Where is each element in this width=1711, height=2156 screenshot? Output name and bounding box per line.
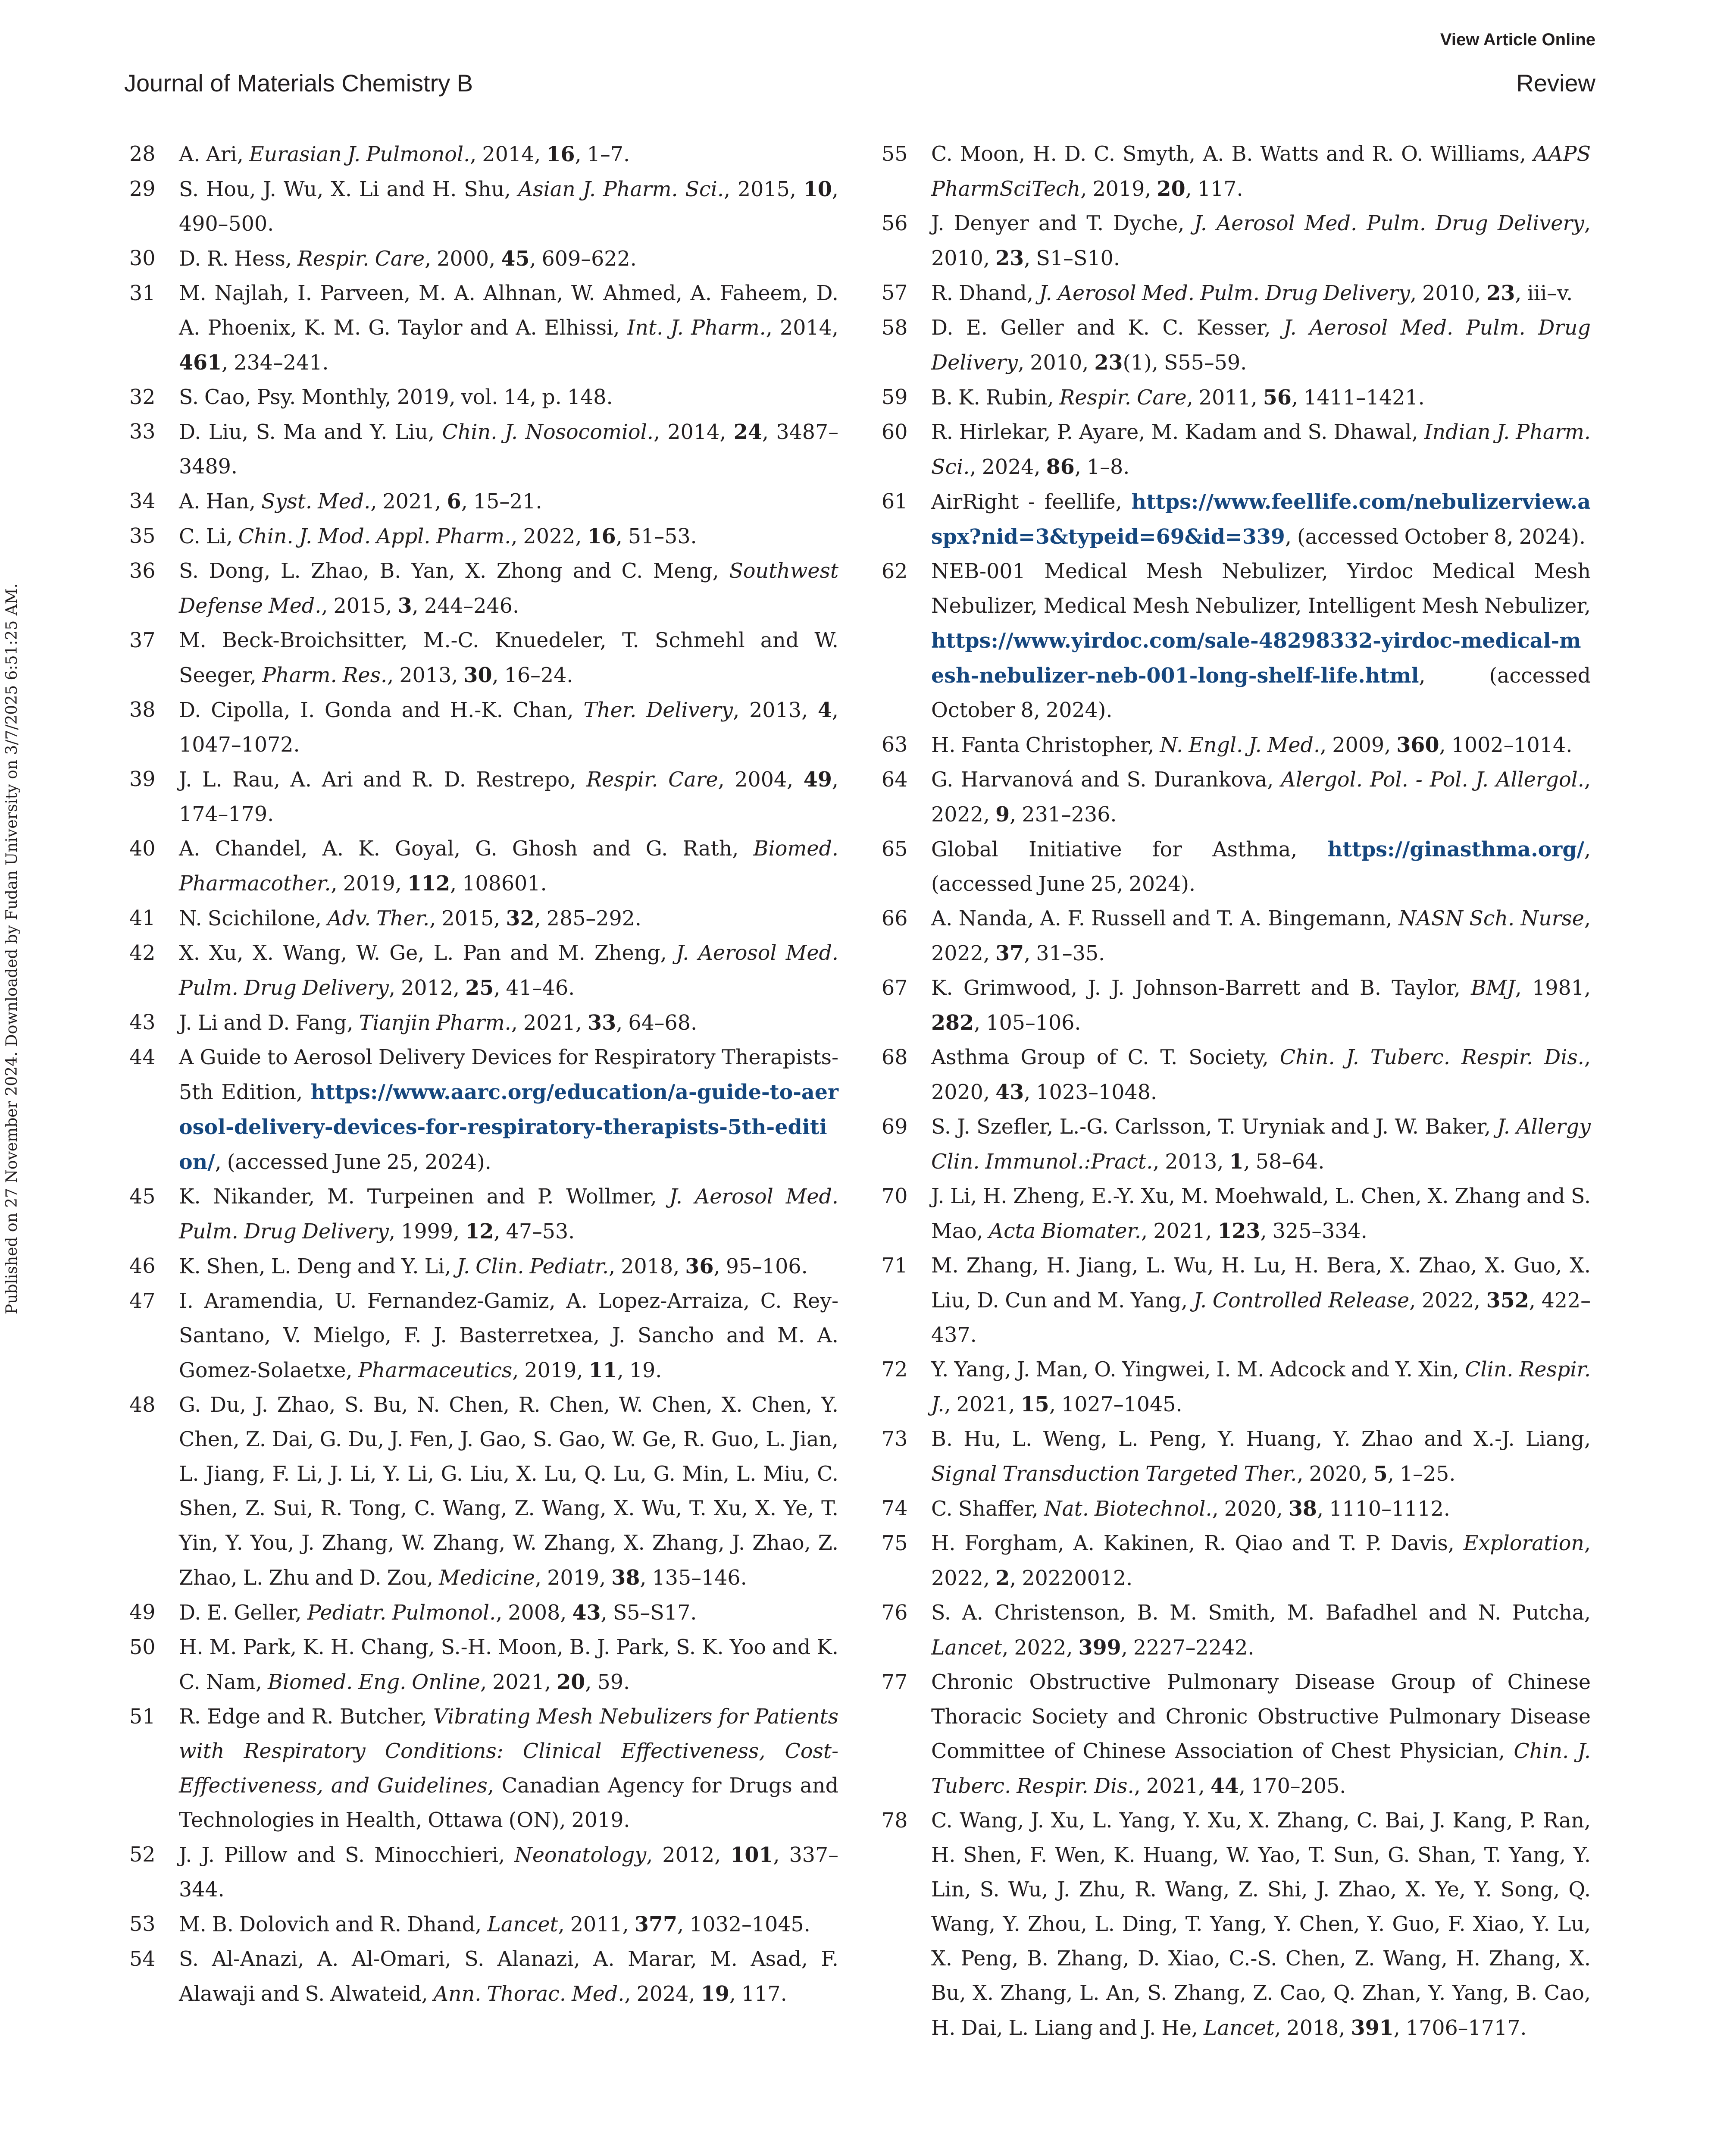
reference-entry [882,763,1591,832]
reference-number: 78 [882,1809,908,1833]
reference-number: 64 [882,768,908,792]
reference-link[interactable]: https://www.aarc.org/education/a-guide-to-aerosol-delivery-devices-for-respiratory-therapists-5th-edition/ [179,1080,838,1174]
reference-text: D. E. Geller and K. C. Kesser, J. Aerosol Med. Pulm. Drug Delivery, 2010, 23(1), S55–59. [931,316,1591,375]
reference-number: 41 [129,906,156,930]
view-article-online-link[interactable]: View Article Online [1440,30,1595,49]
reference-number: 31 [129,282,156,305]
reference-number: 73 [882,1427,908,1451]
reference-number: 71 [882,1254,908,1278]
reference-number: 44 [129,1046,156,1069]
reference-entry [129,936,838,1006]
reference-text: M. B. Dolovich and R. Dhand, Lancet, 2011, 377, 1032–1045. [179,1912,810,1937]
reference-number: 50 [129,1636,156,1659]
reference-entry [882,728,1591,763]
reference-text: NEB-001 Medical Mesh Nebulizer, Yirdoc Medical Mesh Nebulizer, Medical Mesh Nebulizer, Intelligent Mesh Nebulizer, https://www.yirdoc.com/sale-48298332-yirdoc-medical-mesh-nebulizer-neb-001-long-shelf-life.html, (accessed October 8, 2024). [931,560,1591,722]
reference-text: D. Cipolla, I. Gonda and H.-K. Chan, Ther. Delivery, 2013, 4, 1047–1072. [179,698,839,757]
reference-entry [882,1353,1591,1422]
reference-text: A. Nanda, A. F. Russell and T. A. Bingemann, NASN Sch. Nurse, 2022, 37, 31–35. [931,907,1591,965]
reference-number: 76 [882,1601,908,1625]
reference-text: B. K. Rubin, Respir. Care, 2011, 56, 1411–1421. [931,385,1425,410]
reference-entry [129,1630,838,1700]
reference-number: 33 [129,420,156,444]
reference-number: 60 [882,420,908,444]
reference-entry [882,1492,1591,1526]
reference-text: H. Fanta Christopher, N. Engl. J. Med., 2009, 360, 1002–1014. [931,733,1573,757]
reference-number: 37 [129,629,156,652]
references-right-column [882,137,1591,2046]
reference-entry [882,207,1591,276]
reference-number: 72 [882,1358,908,1382]
reference-number: 65 [882,837,908,861]
reference-text: D. Liu, S. Ma and Y. Liu, Chin. J. Nosocomiol., 2014, 24, 3487–3489. [179,420,838,479]
reference-number: 59 [882,385,908,409]
download-side-note [3,466,21,1432]
section-label: Review [1516,69,1595,97]
reference-entry [882,1110,1591,1179]
reference-text: Chronic Obstructive Pulmonary Disease Group of Chinese Thoracic Society and Chronic Obstructive Pulmonary Disease Committee of Chinese Association of Chest Physician, Chin. J. Tuberc. Respir. Dis., 2021, 44, 170–205. [931,1670,1591,1798]
reference-entry [129,1040,838,1180]
reference-text: J. J. Pillow and S. Minocchieri, Neonatology, 2012, 101, 337–344. [179,1843,838,1902]
reference-number: 57 [882,281,908,305]
reference-entry [882,902,1591,971]
reference-text: M. Najlah, I. Parveen, M. A. Alhnan, W. Ahmed, A. Faheem, D. A. Phoenix, K. M. G. Taylor and A. Elhissi, Int. J. Pharm., 2014, 461, 234–241. [179,282,838,375]
reference-number: 67 [882,976,908,1000]
reference-entry [129,1388,838,1595]
reference-entry [129,1006,838,1040]
reference-text: J. Li, H. Zheng, E.-Y. Xu, M. Moehwald, L. Chen, X. Zhang and S. Mao, Acta Biomater., 2021, 123, 325–334. [931,1185,1591,1243]
reference-number: 28 [129,142,156,166]
reference-number: 68 [882,1046,908,1069]
journal-name: Journal of Materials Chemistry B [124,69,473,97]
reference-text: R. Hirlekar, P. Ayare, M. Kadam and S. Dhawal, Indian J. Pharm. Sci., 2024, 86, 1–8. [931,420,1591,479]
reference-text: J. L. Rau, A. Ari and R. D. Restrepo, Respir. Care, 2004, 49, 174–179. [179,768,839,826]
reference-text: A. Ari, Eurasian J. Pulmonol., 2014, 16, 1–7. [179,142,630,166]
reference-number: 45 [129,1185,156,1209]
reference-entry [882,1665,1591,1804]
reference-entry [129,762,838,832]
reference-text: J. Li and D. Fang, Tianjin Pharm., 2021, 33, 64–68. [179,1011,698,1035]
reference-entry [129,1284,838,1388]
reference-number: 46 [129,1254,156,1278]
reference-entry [129,484,838,519]
reference-entry [129,415,838,484]
reference-link[interactable]: https://www.yirdoc.com/sale-48298332-yirdoc-medical-mesh-nebulizer-neb-001-long-shelf-life.html [931,629,1581,688]
reference-number: 56 [882,212,908,235]
reference-text: Asthma Group of C. T. Society, Chin. J. Tuberc. Respir. Dis., 2020, 43, 1023–1048. [931,1046,1591,1104]
reference-entry [882,832,1591,902]
download-side-note-text: Published on 27 November 2024. Downloaded by Fudan University on 3/7/2025 6:51:25 AM. [3,583,21,1314]
reference-number: 38 [129,698,156,722]
reference-number: 43 [129,1011,156,1034]
reference-entry [129,624,838,693]
reference-number: 61 [882,490,908,514]
reference-entry [882,485,1591,555]
reference-entry [882,1804,1591,2046]
reference-entry [129,1838,838,1907]
reference-entry [129,554,838,624]
reference-text: AirRight - feellife, https://www.feellife.com/nebulizerview.aspx?nid=3&typeid=69&id=339, (accessed October 8, 2024). [931,490,1591,549]
reference-text: G. Harvanová and S. Durankova, Alergol. Pol. - Pol. J. Allergol., 2022, 9, 231–236. [931,768,1591,827]
reference-number: 39 [129,768,156,791]
reference-text: D. R. Hess, Respir. Care, 2000, 45, 609–622. [179,247,637,271]
reference-number: 34 [129,489,156,513]
reference-entry [882,415,1591,485]
reference-entry [882,1249,1591,1353]
reference-text: J. Denyer and T. Dyche, J. Aerosol Med. Pulm. Drug Delivery, 2010, 23, S1–S10. [931,212,1591,270]
reference-text: H. Forgham, A. Kakinen, R. Qiao and T. P. Davis, Exploration, 2022, 2, 20220012. [931,1532,1591,1590]
reference-number: 74 [882,1497,908,1520]
reference-number: 70 [882,1185,908,1208]
reference-entry [882,311,1591,380]
reference-number: 52 [129,1843,156,1867]
reference-entry [129,693,838,762]
reference-text: A. Chandel, A. K. Goyal, G. Ghosh and G. Rath, Biomed. Pharmacother., 2019, 112, 108601. [179,837,838,896]
reference-link[interactable]: https://www.feellife.com/nebulizerview.aspx?nid=3&typeid=69&id=339 [931,490,1591,549]
reference-number: 36 [129,559,156,583]
reference-number: 69 [882,1115,908,1139]
reference-entry [129,276,838,380]
reference-entry [882,276,1591,311]
reference-text: K. Shen, L. Deng and Y. Li, J. Clin. Pediatr., 2018, 36, 95–106. [179,1254,808,1279]
reference-text: A. Han, Syst. Med., 2021, 6, 15–21. [179,489,542,514]
reference-text: X. Xu, X. Wang, W. Ge, L. Pan and M. Zheng, J. Aerosol Med. Pulm. Drug Delivery, 2012, 25, 41–46. [179,941,838,1000]
reference-text: C. Wang, J. Xu, L. Yang, Y. Xu, X. Zhang, C. Bai, J. Kang, P. Ran, H. Shen, F. Wen, K. Huang, W. Yao, T. Sun, G. Shan, T. Yang, Y. Lin, S. Wu, J. Zhu, R. Wang, Z. Shi, J. Zhao, X. Ye, Y. Song, Q. Wang, Y. Zhou, L. Ding, T. Yang, Y. Chen, Y. Guo, F. Xiao, Y. Lu, X. Peng, B. Zhang, D. Xiao, C.-S. Chen, Z. Wang, H. Zhang, X. Bu, X. Zhang, L. An, S. Zhang, Z. Cao, Q. Zhan, Y. Yang, B. Cao, H. Dai, L. Liang and J. He, Lancet, 2018, 391, 1706–1717. [931,1809,1591,2040]
reference-entry [882,971,1591,1040]
reference-link[interactable]: https://ginasthma.org/ [1327,837,1584,862]
reference-number: 42 [129,941,156,965]
reference-text: C. Shaffer, Nat. Biotechnol., 2020, 38, 1110–1112. [931,1497,1450,1521]
reference-number: 29 [129,177,156,201]
reference-text: S. Cao, Psy. Monthly, 2019, vol. 14, p. 148. [179,385,613,409]
reference-text: A Guide to Aerosol Delivery Devices for Respiratory Therapists- 5th Edition, https://www.aarc.org/education/a-guide-to-aerosol-delivery-devices-for-respiratory-therapists-5th-edition/, (accessed June 25, 2024). [179,1046,838,1174]
reference-text: N. Scichilone, Adv. Ther., 2015, 32, 285–292. [179,906,641,931]
reference-text: K. Nikander, M. Turpeinen and P. Wollmer, J. Aerosol Med. Pulm. Drug Delivery, 1999, 12, 47–53. [179,1185,838,1244]
reference-number: 66 [882,907,908,931]
reference-number: 32 [129,385,156,409]
reference-entry [129,380,838,415]
reference-number: 40 [129,837,156,861]
reference-number: 55 [882,142,908,166]
reference-text: M. Zhang, H. Jiang, L. Wu, H. Lu, H. Bera, X. Zhao, X. Guo, X. Liu, D. Cun and M. Yang, J. Controlled Release, 2022, 352, 422–437. [931,1254,1591,1347]
reference-entry [129,137,838,172]
reference-entry [882,1040,1591,1110]
reference-number: 75 [882,1532,908,1555]
reference-entry [129,901,838,936]
reference-text: C. Moon, H. D. C. Smyth, A. B. Watts and R. O. Williams, AAPS PharmSciTech, 2019, 20, 117. [931,142,1591,201]
reference-entry [129,832,838,901]
reference-entry [129,241,838,276]
reference-number: 30 [129,247,156,270]
running-head [124,69,1595,97]
reference-entry [882,1526,1591,1596]
reference-number: 53 [129,1912,156,1936]
reference-entry [129,172,838,241]
reference-number: 58 [882,316,908,340]
reference-entry [129,1942,838,2012]
reference-entry [882,1596,1591,1665]
reference-entry [129,1700,838,1838]
reference-entry [882,1422,1591,1492]
reference-text: S. Dong, L. Zhao, B. Yan, X. Zhong and C. Meng, Southwest Defense Med., 2015, 3, 244–246. [179,559,838,618]
reference-number: 62 [882,560,908,583]
reference-text: S. J. Szefler, L.-G. Carlsson, T. Uryniak and J. W. Baker, J. Allergy Clin. Immunol.:Pract., 2013, 1, 58–64. [931,1115,1591,1174]
reference-number: 51 [129,1705,156,1729]
reference-text: H. M. Park, K. H. Chang, S.-H. Moon, B. J. Park, S. K. Yoo and K. C. Nam, Biomed. Eng. Online, 2021, 20, 59. [179,1636,838,1694]
reference-entry [129,1180,838,1249]
reference-entry [129,1249,838,1284]
reference-entry [129,519,838,554]
reference-entry [882,380,1591,415]
reference-entry [882,555,1591,728]
reference-text: Y. Yang, J. Man, O. Yingwei, I. M. Adcock and Y. Xin, Clin. Respir. J., 2021, 15, 1027–1045. [931,1358,1591,1416]
reference-text: C. Li, Chin. J. Mod. Appl. Pharm., 2022, 16, 51–53. [179,524,697,548]
reference-text: M. Beck-Broichsitter, M.-C. Knuedeler, T. Schmehl and W. Seeger, Pharm. Res., 2013, 30, 16–24. [179,629,838,687]
reference-text: S. Hou, J. Wu, X. Li and H. Shu, Asian J. Pharm. Sci., 2015, 10, 490–500. [179,177,839,236]
reference-text: G. Du, J. Zhao, S. Bu, N. Chen, R. Chen, W. Chen, X. Chen, Y. Chen, Z. Dai, G. Du, J. Fen, J. Gao, S. Gao, W. Ge, R. Guo, L. Jian, L. Jiang, F. Li, J. Li, Y. Li, G. Liu, X. Lu, Q. Lu, G. Min, L. Miu, C. Shen, Z. Sui, R. Tong, C. Wang, Z. Wang, X. Wu, T. Xu, X. Ye, T. Yin, Y. You, J. Zhang, W. Zhang, W. Zhang, X. Zhang, J. Zhao, Z. Zhao, L. Zhu and D. Zou, Medicine, 2019, 38, 135–146. [179,1393,838,1590]
references-left-column [129,137,838,2012]
reference-text: I. Aramendia, U. Fernandez-Gamiz, A. Lopez-Arraiza, C. Rey-Santano, V. Mielgo, F. J. Basterretxea, J. Sancho and M. A. Gomez-Solaetxe, Pharmaceutics, 2019, 11, 19. [179,1289,838,1382]
reference-number: 48 [129,1393,156,1417]
reference-number: 47 [129,1289,156,1313]
reference-number: 54 [129,1947,156,1971]
reference-number: 35 [129,524,156,548]
reference-text: S. A. Christenson, B. M. Smith, M. Bafadhel and N. Putcha, Lancet, 2022, 399, 2227–2242. [931,1601,1591,1660]
reference-number: 63 [882,733,908,757]
reference-text: S. Al-Anazi, A. Al-Omari, S. Alanazi, A. Marar, M. Asad, F. Alawaji and S. Alwateid, Ann. Thorac. Med., 2024, 19, 117. [179,1947,838,2006]
reference-text: R. Dhand, J. Aerosol Med. Pulm. Drug Delivery, 2010, 23, iii–v. [931,281,1573,305]
reference-text: R. Edge and R. Butcher, Vibrating Mesh Nebulizers for Patients with Respiratory Conditions: Clinical Effectiveness, Cost-Effectiveness, and Guidelines, Canadian Agency for Drugs and Technologies in Health, Ottawa (ON), 2019. [179,1705,838,1832]
reference-entry [882,137,1591,207]
reference-number: 77 [882,1670,908,1694]
reference-entry [129,1595,838,1630]
reference-text: B. Hu, L. Weng, L. Peng, Y. Huang, Y. Zhao and X.-J. Liang, Signal Transduction Targeted Ther., 2020, 5, 1–25. [931,1427,1591,1486]
reference-text: K. Grimwood, J. J. Johnson-Barrett and B. Taylor, BMJ, 1981, 282, 105–106. [931,976,1591,1035]
reference-text: D. E. Geller, Pediatr. Pulmonol., 2008, 43, S5–S17. [179,1601,697,1625]
reference-number: 49 [129,1601,156,1624]
reference-entry [129,1907,838,1942]
reference-text: Global Initiative for Asthma, https://ginasthma.org/, (accessed June 25, 2024). [931,837,1591,896]
reference-entry [882,1179,1591,1249]
